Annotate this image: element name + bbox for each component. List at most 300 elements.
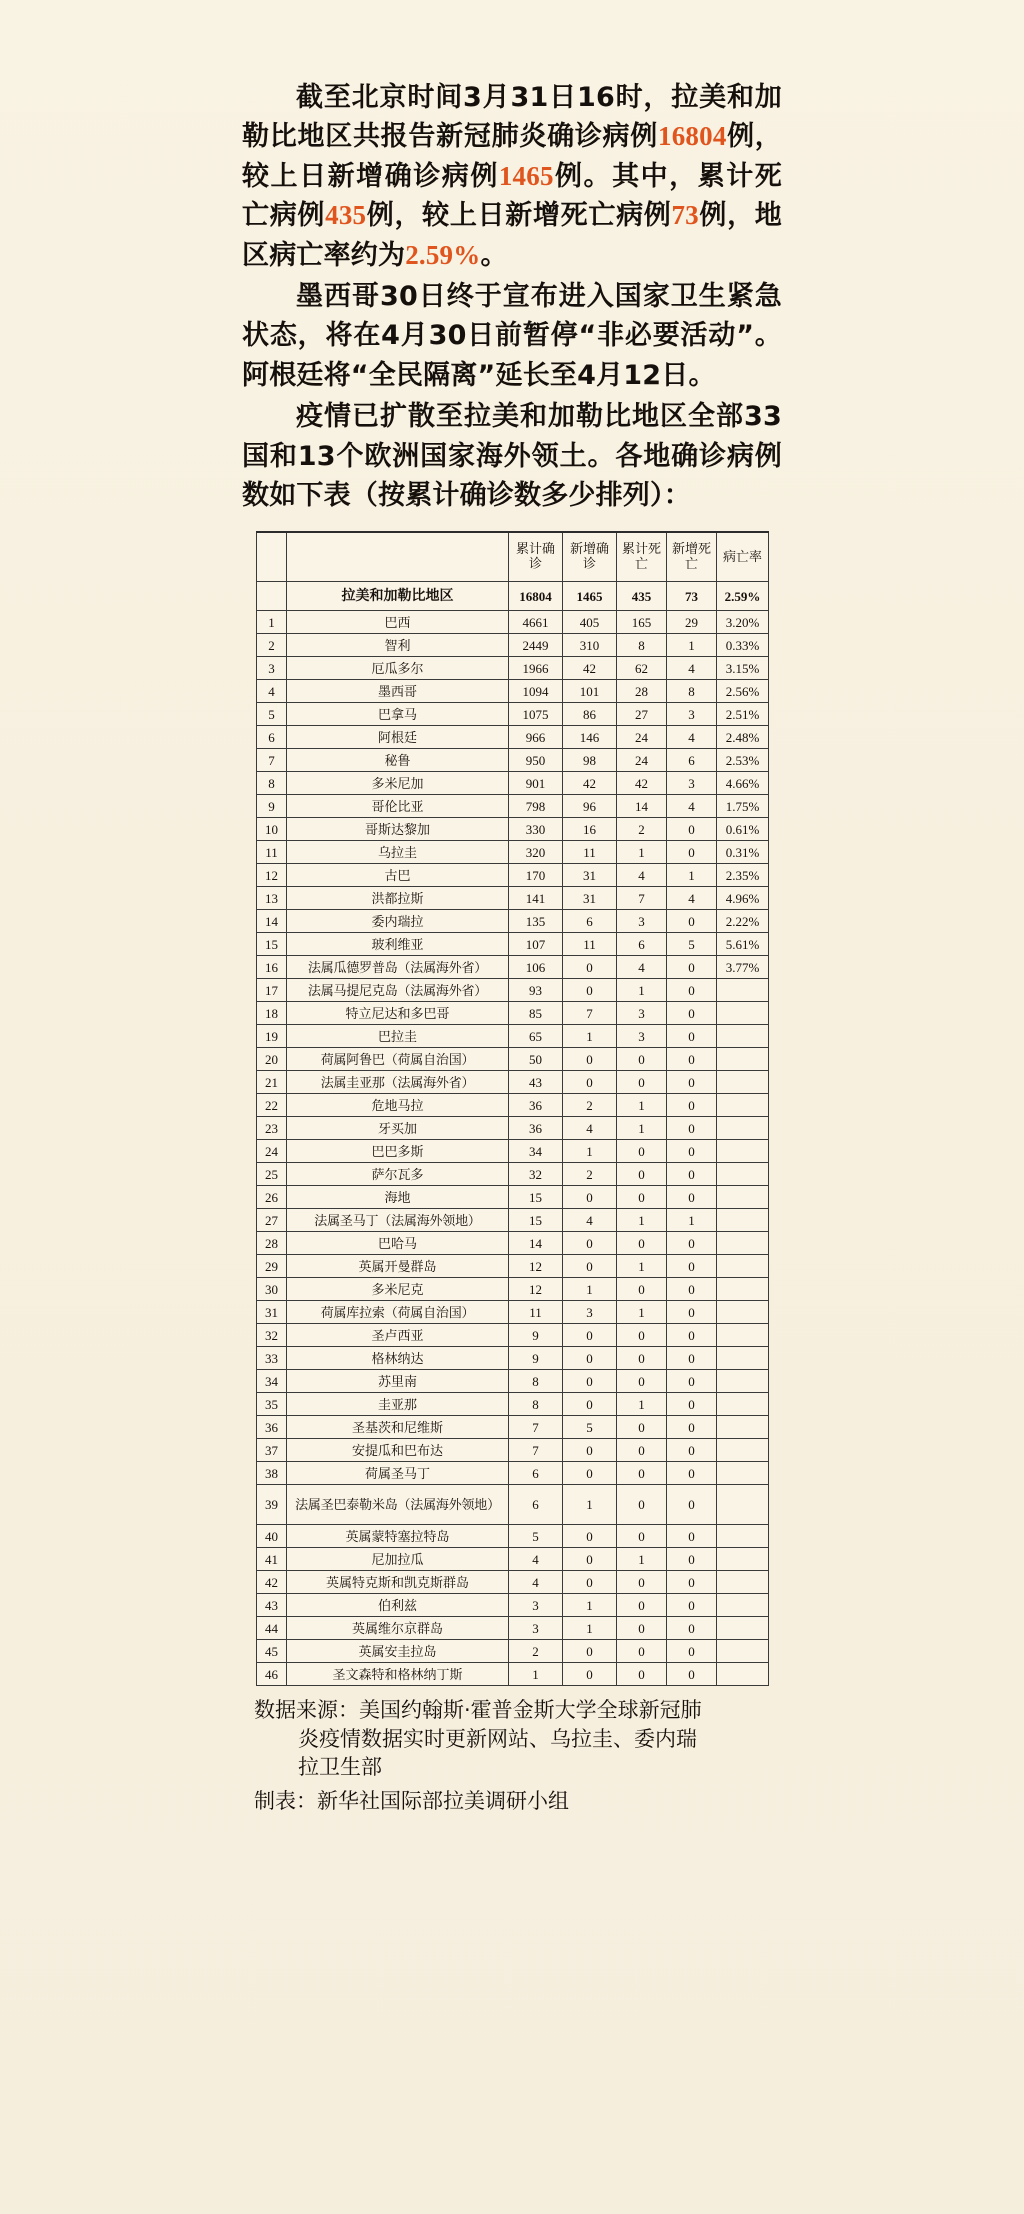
row-new-deaths: 0 [667, 1393, 717, 1416]
table-row [257, 818, 769, 841]
table-total-row [257, 582, 769, 611]
row-rank: 33 [257, 1347, 287, 1370]
row-fatality-rate: 1.75% [717, 795, 769, 818]
new-deaths-value: 73 [671, 200, 699, 231]
total-fatality-rate: 2.59% [717, 582, 769, 611]
row-cumulative-confirmed: 6 [509, 1485, 563, 1525]
table-row [257, 1071, 769, 1094]
row-region-name: 安提瓜和巴布达 [287, 1439, 509, 1462]
row-new-confirmed: 1 [563, 1025, 617, 1048]
row-rank: 30 [257, 1278, 287, 1301]
row-cumulative-deaths: 0 [617, 1640, 667, 1663]
table-row [257, 749, 769, 772]
row-cumulative-deaths: 24 [617, 749, 667, 772]
row-fatality-rate [717, 1617, 769, 1640]
row-region-name: 危地马拉 [287, 1094, 509, 1117]
row-new-deaths: 0 [667, 956, 717, 979]
table-row [257, 1278, 769, 1301]
row-cumulative-confirmed: 4661 [509, 611, 563, 634]
row-rank: 45 [257, 1640, 287, 1663]
row-fatality-rate: 4.96% [717, 887, 769, 910]
row-fatality-rate [717, 1324, 769, 1347]
row-cumulative-deaths: 0 [617, 1663, 667, 1686]
row-cumulative-confirmed: 1094 [509, 680, 563, 703]
row-new-deaths: 0 [667, 1640, 717, 1663]
row-new-deaths: 0 [667, 1071, 717, 1094]
row-fatality-rate [717, 1548, 769, 1571]
row-new-confirmed: 86 [563, 703, 617, 726]
row-cumulative-confirmed: 950 [509, 749, 563, 772]
row-rank: 27 [257, 1209, 287, 1232]
row-region-name: 英属安圭拉岛 [287, 1640, 509, 1663]
row-new-confirmed: 6 [563, 910, 617, 933]
row-rank: 41 [257, 1548, 287, 1571]
row-fatality-rate: 0.31% [717, 841, 769, 864]
row-region-name: 荷属阿鲁巴（荷属自治国） [287, 1048, 509, 1071]
row-fatality-rate: 0.61% [717, 818, 769, 841]
row-new-confirmed: 4 [563, 1209, 617, 1232]
row-fatality-rate [717, 1485, 769, 1525]
row-region-name: 乌拉圭 [287, 841, 509, 864]
table-row [257, 680, 769, 703]
row-cumulative-confirmed: 4 [509, 1571, 563, 1594]
row-cumulative-deaths: 0 [617, 1232, 667, 1255]
row-fatality-rate: 3.20% [717, 611, 769, 634]
row-rank: 23 [257, 1117, 287, 1140]
row-cumulative-confirmed: 36 [509, 1094, 563, 1117]
row-rank: 17 [257, 979, 287, 1002]
intro-p1-seg4: 例，较上日新增死亡病例 [366, 200, 672, 232]
row-fatality-rate [717, 1094, 769, 1117]
row-cumulative-confirmed: 14 [509, 1232, 563, 1255]
row-new-confirmed: 0 [563, 1571, 617, 1594]
row-cumulative-deaths: 27 [617, 703, 667, 726]
row-fatality-rate: 2.22% [717, 910, 769, 933]
row-fatality-rate [717, 1048, 769, 1071]
row-cumulative-deaths: 0 [617, 1278, 667, 1301]
row-new-deaths: 0 [667, 979, 717, 1002]
table-row [257, 703, 769, 726]
row-new-confirmed: 3 [563, 1301, 617, 1324]
row-cumulative-confirmed: 8 [509, 1370, 563, 1393]
row-new-deaths: 0 [667, 1094, 717, 1117]
row-cumulative-confirmed: 107 [509, 933, 563, 956]
header-cumulative-deaths: 累计死亡 [617, 532, 667, 582]
row-new-deaths: 0 [667, 1462, 717, 1485]
row-cumulative-deaths: 3 [617, 910, 667, 933]
table-row [257, 864, 769, 887]
table-row [257, 1002, 769, 1025]
row-new-confirmed: 1 [563, 1140, 617, 1163]
row-region-name: 洪都拉斯 [287, 887, 509, 910]
intro-p1-seg1: 截至北京时间3月31日16时，拉美和加勒比地区共报告新冠肺炎确诊病例 [242, 82, 782, 153]
total-cumulative-deaths: 435 [617, 582, 667, 611]
row-cumulative-confirmed: 3 [509, 1594, 563, 1617]
new-confirmed-value: 1465 [498, 160, 554, 191]
row-new-deaths: 0 [667, 1163, 717, 1186]
row-rank: 35 [257, 1393, 287, 1416]
table-header-row [257, 532, 769, 582]
row-rank: 18 [257, 1002, 287, 1025]
row-fatality-rate: 4.66% [717, 772, 769, 795]
intro-paragraph-1 [242, 78, 782, 275]
row-cumulative-confirmed: 798 [509, 795, 563, 818]
row-rank: 12 [257, 864, 287, 887]
table-row [257, 1462, 769, 1485]
row-fatality-rate [717, 1416, 769, 1439]
table-row [257, 1525, 769, 1548]
row-rank: 5 [257, 703, 287, 726]
row-region-name: 萨尔瓦多 [287, 1163, 509, 1186]
row-new-confirmed: 2 [563, 1094, 617, 1117]
table-row [257, 887, 769, 910]
covid-table-container [256, 531, 768, 1686]
row-cumulative-confirmed: 330 [509, 818, 563, 841]
row-new-deaths: 6 [667, 749, 717, 772]
row-new-deaths: 0 [667, 1232, 717, 1255]
row-region-name: 巴拿马 [287, 703, 509, 726]
row-fatality-rate: 2.56% [717, 680, 769, 703]
row-region-name: 巴西 [287, 611, 509, 634]
intro-paragraph-2: 墨西哥30日终于宣布进入国家卫生紧急状态，将在4月30日前暂停“非必要活动”。阿根廷将“全民隔离”延长至4月12日。 [242, 281, 782, 391]
row-cumulative-confirmed: 141 [509, 887, 563, 910]
table-row [257, 1186, 769, 1209]
row-new-deaths: 0 [667, 1525, 717, 1548]
row-rank: 40 [257, 1525, 287, 1548]
row-rank: 31 [257, 1301, 287, 1324]
covid-case-table [256, 531, 769, 1686]
row-new-deaths: 0 [667, 1255, 717, 1278]
row-fatality-rate [717, 1186, 769, 1209]
row-fatality-rate [717, 1663, 769, 1686]
row-cumulative-deaths: 0 [617, 1571, 667, 1594]
row-new-confirmed: 101 [563, 680, 617, 703]
row-region-name: 法属圭亚那（法属海外省） [287, 1071, 509, 1094]
row-new-deaths: 0 [667, 1594, 717, 1617]
row-cumulative-confirmed: 4 [509, 1548, 563, 1571]
row-region-name: 巴巴多斯 [287, 1140, 509, 1163]
total-cumulative-confirmed: 16804 [509, 582, 563, 611]
row-rank: 36 [257, 1416, 287, 1439]
row-new-deaths: 4 [667, 726, 717, 749]
row-new-confirmed: 4 [563, 1117, 617, 1140]
row-rank: 20 [257, 1048, 287, 1071]
row-fatality-rate [717, 1439, 769, 1462]
row-region-name: 英属特克斯和凯克斯群岛 [287, 1571, 509, 1594]
table-row [257, 657, 769, 680]
table-row [257, 1255, 769, 1278]
row-region-name: 玻利维亚 [287, 933, 509, 956]
row-cumulative-confirmed: 3 [509, 1617, 563, 1640]
row-region-name: 尼加拉瓜 [287, 1548, 509, 1571]
row-new-confirmed: 42 [563, 772, 617, 795]
row-region-name: 秘鲁 [287, 749, 509, 772]
row-region-name: 智利 [287, 634, 509, 657]
source-line-2: 炎疫情数据实时更新网站、乌拉圭、委内瑞 [298, 1726, 697, 1751]
row-rank: 16 [257, 956, 287, 979]
row-fatality-rate: 0.33% [717, 634, 769, 657]
table-row [257, 1370, 769, 1393]
table-row [257, 1393, 769, 1416]
row-rank: 3 [257, 657, 287, 680]
row-cumulative-confirmed: 15 [509, 1186, 563, 1209]
source-footer [232, 1696, 792, 1815]
row-new-confirmed: 0 [563, 1525, 617, 1548]
row-rank: 38 [257, 1462, 287, 1485]
table-row [257, 1485, 769, 1525]
row-rank: 22 [257, 1094, 287, 1117]
total-deaths-value: 435 [325, 200, 367, 231]
table-row [257, 1594, 769, 1617]
row-fatality-rate [717, 1140, 769, 1163]
row-new-deaths: 0 [667, 1439, 717, 1462]
table-row [257, 841, 769, 864]
row-new-confirmed: 0 [563, 956, 617, 979]
table-row [257, 1209, 769, 1232]
row-new-deaths: 0 [667, 841, 717, 864]
row-cumulative-confirmed: 1075 [509, 703, 563, 726]
row-new-confirmed: 0 [563, 1255, 617, 1278]
row-rank: 19 [257, 1025, 287, 1048]
row-rank: 26 [257, 1186, 287, 1209]
row-new-confirmed: 11 [563, 933, 617, 956]
row-new-deaths: 1 [667, 864, 717, 887]
row-cumulative-deaths: 4 [617, 956, 667, 979]
row-new-confirmed: 0 [563, 1186, 617, 1209]
table-header [257, 532, 769, 582]
row-region-name: 哥伦比亚 [287, 795, 509, 818]
row-cumulative-confirmed: 43 [509, 1071, 563, 1094]
table-row [257, 726, 769, 749]
table-row [257, 933, 769, 956]
header-fatality-rate: 病亡率 [717, 532, 769, 582]
row-region-name: 多米尼加 [287, 772, 509, 795]
row-new-confirmed: 7 [563, 1002, 617, 1025]
row-rank: 28 [257, 1232, 287, 1255]
table-row [257, 1094, 769, 1117]
table-row [257, 1140, 769, 1163]
row-cumulative-deaths: 0 [617, 1485, 667, 1525]
row-cumulative-confirmed: 320 [509, 841, 563, 864]
row-new-confirmed: 31 [563, 887, 617, 910]
row-region-name: 法属瓜德罗普岛（法属海外省） [287, 956, 509, 979]
row-new-confirmed: 0 [563, 1324, 617, 1347]
row-new-confirmed: 96 [563, 795, 617, 818]
row-rank: 25 [257, 1163, 287, 1186]
table-row [257, 1232, 769, 1255]
row-new-confirmed: 98 [563, 749, 617, 772]
row-new-confirmed: 0 [563, 1071, 617, 1094]
row-cumulative-confirmed: 1 [509, 1663, 563, 1686]
row-new-deaths: 0 [667, 1485, 717, 1525]
row-new-deaths: 0 [667, 1347, 717, 1370]
row-new-confirmed: 0 [563, 1347, 617, 1370]
row-new-confirmed: 11 [563, 841, 617, 864]
source-line-1: 数据来源：美国约翰斯·霍普金斯大学全球新冠肺 [254, 1698, 702, 1723]
row-region-name: 海地 [287, 1186, 509, 1209]
row-region-name: 英属维尔京群岛 [287, 1617, 509, 1640]
row-cumulative-deaths: 1 [617, 1094, 667, 1117]
row-cumulative-confirmed: 93 [509, 979, 563, 1002]
row-rank: 2 [257, 634, 287, 657]
row-new-deaths: 0 [667, 1048, 717, 1071]
row-cumulative-deaths: 14 [617, 795, 667, 818]
row-new-confirmed: 42 [563, 657, 617, 680]
row-cumulative-confirmed: 7 [509, 1416, 563, 1439]
row-cumulative-deaths: 0 [617, 1617, 667, 1640]
row-fatality-rate [717, 1025, 769, 1048]
row-new-deaths: 0 [667, 1278, 717, 1301]
row-new-confirmed: 146 [563, 726, 617, 749]
row-cumulative-deaths: 0 [617, 1525, 667, 1548]
row-region-name: 厄瓜多尔 [287, 657, 509, 680]
row-rank: 39 [257, 1485, 287, 1525]
row-rank: 6 [257, 726, 287, 749]
table-row [257, 1663, 769, 1686]
row-cumulative-confirmed: 85 [509, 1002, 563, 1025]
row-cumulative-confirmed: 36 [509, 1117, 563, 1140]
table-row [257, 1571, 769, 1594]
row-new-deaths: 0 [667, 1025, 717, 1048]
row-rank: 42 [257, 1571, 287, 1594]
row-fatality-rate [717, 1117, 769, 1140]
header-new-confirmed: 新增确诊 [563, 532, 617, 582]
row-new-deaths: 4 [667, 795, 717, 818]
table-body [257, 582, 769, 1686]
row-fatality-rate [717, 1163, 769, 1186]
row-fatality-rate: 2.53% [717, 749, 769, 772]
row-cumulative-confirmed: 65 [509, 1025, 563, 1048]
row-cumulative-confirmed: 9 [509, 1324, 563, 1347]
row-fatality-rate [717, 1393, 769, 1416]
row-cumulative-confirmed: 2 [509, 1640, 563, 1663]
row-cumulative-confirmed: 11 [509, 1301, 563, 1324]
row-new-deaths: 0 [667, 1370, 717, 1393]
row-rank: 46 [257, 1663, 287, 1686]
row-rank: 34 [257, 1370, 287, 1393]
row-rank: 14 [257, 910, 287, 933]
table-row [257, 1347, 769, 1370]
row-region-name: 英属开曼群岛 [287, 1255, 509, 1278]
row-cumulative-deaths: 0 [617, 1370, 667, 1393]
table-row [257, 634, 769, 657]
row-cumulative-confirmed: 15 [509, 1209, 563, 1232]
row-new-deaths: 29 [667, 611, 717, 634]
row-new-deaths: 8 [667, 680, 717, 703]
row-cumulative-deaths: 4 [617, 864, 667, 887]
row-cumulative-confirmed: 9 [509, 1347, 563, 1370]
row-fatality-rate [717, 1002, 769, 1025]
row-region-name: 牙买加 [287, 1117, 509, 1140]
row-cumulative-deaths: 165 [617, 611, 667, 634]
row-cumulative-deaths: 6 [617, 933, 667, 956]
row-new-confirmed: 0 [563, 1462, 617, 1485]
row-cumulative-confirmed: 50 [509, 1048, 563, 1071]
row-new-confirmed: 0 [563, 1548, 617, 1571]
row-cumulative-deaths: 0 [617, 1594, 667, 1617]
row-cumulative-confirmed: 135 [509, 910, 563, 933]
row-cumulative-deaths: 1 [617, 1393, 667, 1416]
row-new-deaths: 0 [667, 1117, 717, 1140]
row-region-name: 法属圣巴泰勒米岛（法属海外领地） [287, 1485, 509, 1525]
credit-line: 制表：新华社国际部拉美调研小组 [254, 1788, 569, 1813]
total-new-deaths: 73 [667, 582, 717, 611]
row-region-name: 古巴 [287, 864, 509, 887]
table-row [257, 772, 769, 795]
row-cumulative-confirmed: 5 [509, 1525, 563, 1548]
row-new-confirmed: 310 [563, 634, 617, 657]
row-region-name: 多米尼克 [287, 1278, 509, 1301]
row-fatality-rate [717, 1571, 769, 1594]
total-region-name: 拉美和加勒比地区 [287, 582, 509, 611]
row-new-deaths: 0 [667, 1663, 717, 1686]
row-region-name: 阿根廷 [287, 726, 509, 749]
row-new-deaths: 5 [667, 933, 717, 956]
table-row [257, 1439, 769, 1462]
row-region-name: 委内瑞拉 [287, 910, 509, 933]
row-cumulative-deaths: 0 [617, 1324, 667, 1347]
row-region-name: 特立尼达和多巴哥 [287, 1002, 509, 1025]
header-new-deaths: 新增死亡 [667, 532, 717, 582]
row-fatality-rate [717, 1370, 769, 1393]
row-fatality-rate: 3.15% [717, 657, 769, 680]
row-region-name: 墨西哥 [287, 680, 509, 703]
total-new-confirmed: 1465 [563, 582, 617, 611]
row-new-deaths: 0 [667, 1140, 717, 1163]
intro-p1-seg2: 例，较上日新增确诊病例 [242, 121, 783, 192]
row-cumulative-deaths: 62 [617, 657, 667, 680]
row-cumulative-deaths: 1 [617, 841, 667, 864]
row-new-deaths: 0 [667, 1301, 717, 1324]
row-rank: 29 [257, 1255, 287, 1278]
row-rank: 44 [257, 1617, 287, 1640]
row-cumulative-deaths: 1 [617, 1548, 667, 1571]
row-region-name: 法属马提尼克岛（法属海外省） [287, 979, 509, 1002]
row-region-name: 荷属库拉索（荷属自治国） [287, 1301, 509, 1324]
row-new-confirmed: 0 [563, 1439, 617, 1462]
row-new-confirmed: 1 [563, 1617, 617, 1640]
row-new-deaths: 0 [667, 1416, 717, 1439]
row-rank: 24 [257, 1140, 287, 1163]
row-region-name: 格林纳达 [287, 1347, 509, 1370]
row-cumulative-deaths: 0 [617, 1140, 667, 1163]
row-new-confirmed: 405 [563, 611, 617, 634]
row-rank: 10 [257, 818, 287, 841]
header-cumulative-confirmed: 累计确诊 [509, 532, 563, 582]
row-cumulative-confirmed: 8 [509, 1393, 563, 1416]
table-row [257, 1048, 769, 1071]
table-row [257, 979, 769, 1002]
row-new-confirmed: 1 [563, 1278, 617, 1301]
row-rank: 4 [257, 680, 287, 703]
row-new-confirmed: 5 [563, 1416, 617, 1439]
intro-p1-seg3: 例。其中，累计死亡病例 [242, 160, 782, 232]
row-fatality-rate: 2.35% [717, 864, 769, 887]
row-cumulative-confirmed: 966 [509, 726, 563, 749]
row-new-confirmed: 16 [563, 818, 617, 841]
intro-p1-seg5: 例，地区病亡率约为 [242, 200, 783, 271]
row-cumulative-confirmed: 170 [509, 864, 563, 887]
table-row [257, 1025, 769, 1048]
row-cumulative-deaths: 7 [617, 887, 667, 910]
table-row [257, 1548, 769, 1571]
row-cumulative-deaths: 0 [617, 1071, 667, 1094]
intro-p1-seg6: 。 [480, 239, 508, 271]
row-cumulative-deaths: 3 [617, 1002, 667, 1025]
row-new-deaths: 3 [667, 772, 717, 795]
row-cumulative-deaths: 0 [617, 1347, 667, 1370]
row-region-name: 苏里南 [287, 1370, 509, 1393]
